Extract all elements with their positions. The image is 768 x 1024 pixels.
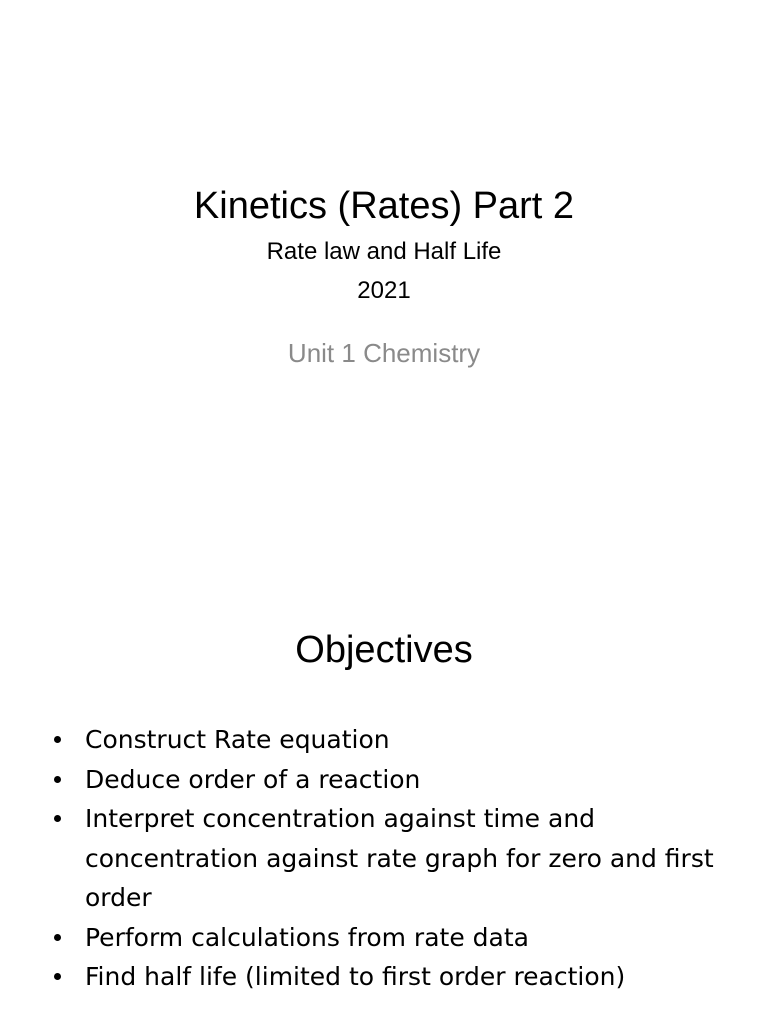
objectives-title: Objectives: [295, 629, 473, 671]
list-item: [54, 760, 744, 800]
objective-text: Find half life (limited to first order reaction): [85, 962, 626, 991]
list-item: [54, 918, 744, 958]
slide-title: Kinetics (Rates) Part 2: [193, 185, 575, 227]
objectives-list: [54, 720, 744, 997]
list-item: [54, 957, 744, 997]
bullet-icon: [54, 776, 61, 783]
objective-text: Perform calculations from rate data: [85, 922, 529, 952]
unit-label: Unit 1 Chemistry: [287, 338, 481, 368]
bullet-icon: [54, 736, 61, 743]
bullet-icon: [54, 815, 61, 822]
list-item: [54, 720, 744, 760]
bullet-icon: [54, 934, 61, 941]
bullet-icon: [54, 973, 61, 980]
slide-subtitle: Rate law and Half Life: [266, 238, 502, 265]
objective-text: Construct Rate equation: [85, 725, 390, 754]
list-item: [54, 799, 744, 918]
objective-text: Interpret concentration against time and concentration against rate graph for zero and first order: [85, 804, 714, 912]
slide-year: 2021: [357, 277, 411, 304]
objective-text: Deduce order of a reaction: [85, 764, 421, 794]
